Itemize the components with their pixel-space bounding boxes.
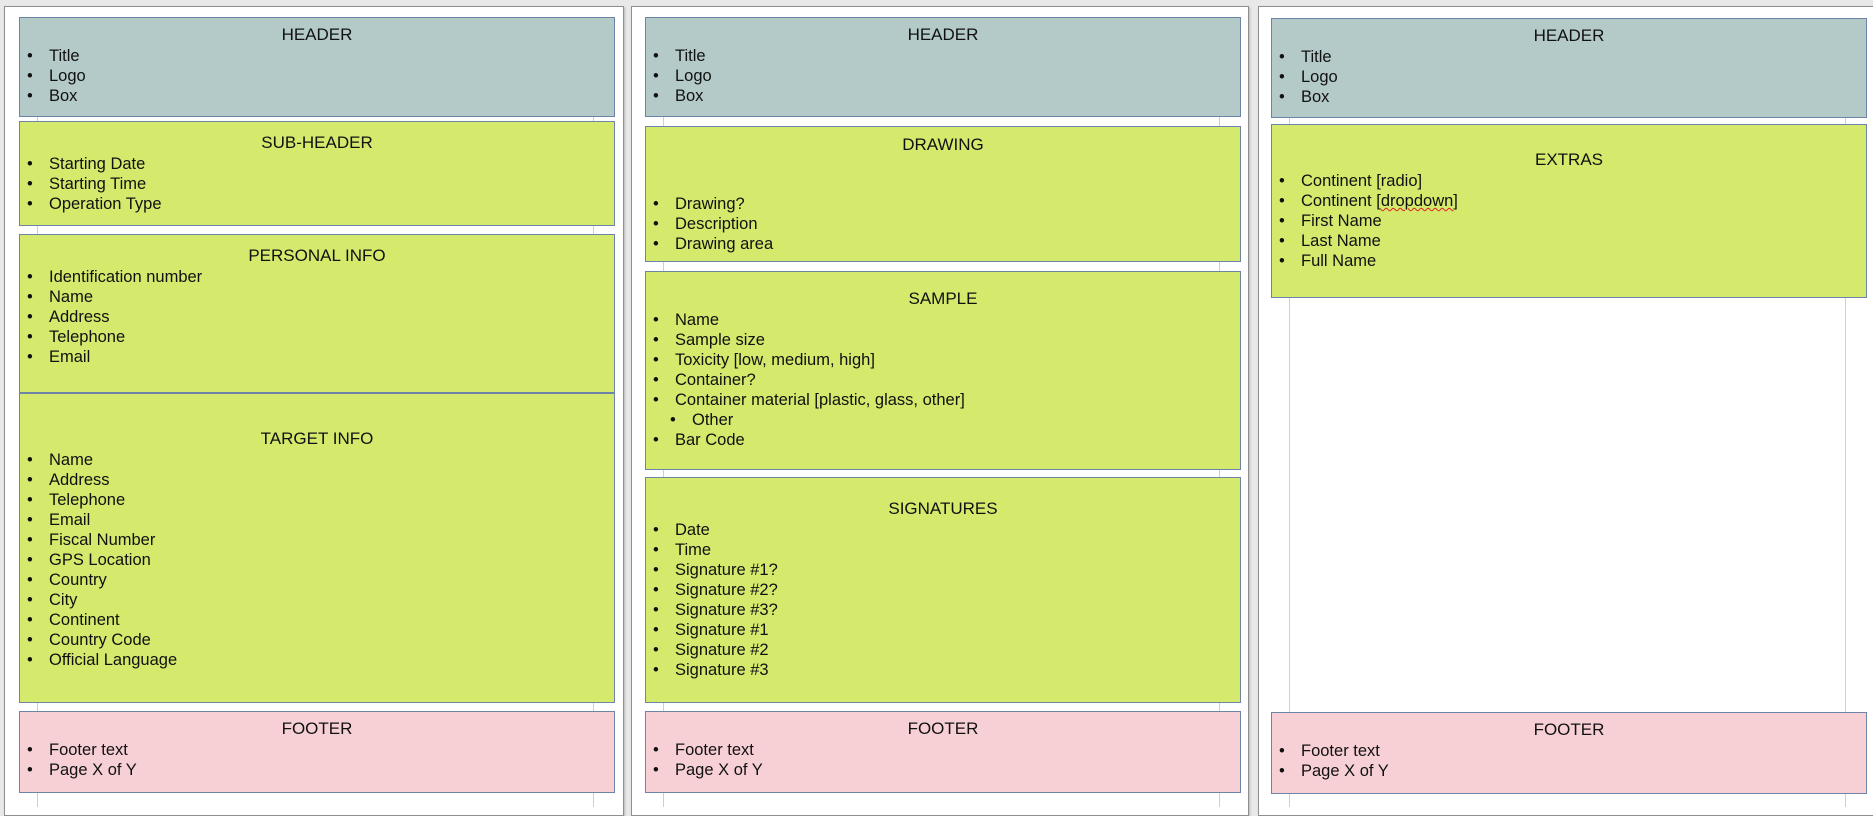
list-item: • Name [26,450,608,470]
header-box[interactable] [645,17,1241,117]
list-item: • Continent [26,610,608,630]
list-item: • Page X of Y [1278,761,1860,781]
list-item: • Description [652,214,1234,234]
personal-info-list [26,267,608,367]
list-item: • Container material [plastic, glass, other] [652,390,1234,410]
footer-list [1278,741,1860,781]
list-item: • Email [26,510,608,530]
list-item: • Sample size [652,330,1234,350]
list-item: • Toxicity [low, medium, high] [652,350,1234,370]
page-2 [631,6,1249,816]
list-item: • Signature #2 [652,640,1234,660]
footer-box[interactable] [645,711,1241,793]
list-item: • Signature #1? [652,560,1234,580]
item-text: Continent [ [1301,192,1381,210]
extras-box[interactable] [1271,124,1867,298]
header-list [652,46,1234,106]
list-item: • Address [26,470,608,490]
footer-title: FOOTER [281,719,353,738]
list-item: • Name [652,310,1234,330]
signatures-box[interactable] [645,477,1241,703]
list-item: • Box [652,86,1234,106]
list-item: • Address [26,307,608,327]
list-item: • Time [652,540,1234,560]
list-item: • Footer text [26,740,608,760]
list-item: • Official Language [26,650,608,670]
list-item: • Title [652,46,1234,66]
footer-box[interactable] [1271,712,1867,794]
list-item: • Date [652,520,1234,540]
signatures-title: SIGNATURES [888,499,998,518]
footer-list [26,740,608,780]
subheader-list [26,154,608,214]
header-title: HEADER [281,25,353,44]
personal-info-box[interactable] [19,234,615,393]
list-item: • Container? [652,370,1234,390]
footer-title: FOOTER [1533,720,1605,739]
list-item: • Signature #2? [652,580,1234,600]
header-box[interactable] [19,17,615,117]
spellcheck-word: dropdown [1380,192,1454,210]
list-item: • Title [26,46,608,66]
list-item: • Logo [26,66,608,86]
sample-list [652,310,1234,450]
header-list [26,46,608,106]
list-item: • Country Code [26,630,608,650]
list-item: • Telephone [26,327,608,347]
target-info-title: TARGET INFO [260,429,374,448]
list-item: • Box [1278,87,1860,107]
list-item: • Country [26,570,608,590]
list-item [1278,191,1860,211]
page-3 [1258,6,1873,816]
signatures-list [652,520,1234,680]
drawing-title: DRAWING [902,135,984,154]
list-subitem: • Other [652,410,1234,430]
list-item: • Drawing? [652,194,1234,214]
extras-list [1278,171,1860,271]
list-item: • Footer text [1278,741,1860,761]
list-item: • Signature #3? [652,600,1234,620]
list-item: • Footer text [652,740,1234,760]
list-item: • Title [1278,47,1860,67]
list-item: • Logo [1278,67,1860,87]
list-item: • Telephone [26,490,608,510]
footer-box[interactable] [19,711,615,793]
list-item: • Page X of Y [26,760,608,780]
list-item: • Box [26,86,608,106]
header-title: HEADER [1533,26,1605,45]
list-item: • GPS Location [26,550,608,570]
list-item: • First Name [1278,211,1860,231]
subheader-title: SUB-HEADER [261,133,373,152]
item-text: ] [1453,192,1458,210]
list-item: • Operation Type [26,194,608,214]
list-item: • Starting Time [26,174,608,194]
list-item: • City [26,590,608,610]
footer-title: FOOTER [907,719,979,738]
list-item: • Signature #3 [652,660,1234,680]
drawing-list [652,194,1234,254]
list-item: • Identification number [26,267,608,287]
list-item: • Starting Date [26,154,608,174]
list-item: • Signature #1 [652,620,1234,640]
list-item: • Logo [652,66,1234,86]
drawing-box[interactable] [645,126,1241,262]
list-item: • Name [26,287,608,307]
list-item: • Drawing area [652,234,1234,254]
page-1 [4,6,624,816]
list-item: • Last Name [1278,231,1860,251]
list-item: • Full Name [1278,251,1860,271]
personal-info-title: PERSONAL INFO [248,246,386,265]
list-item: • Fiscal Number [26,530,608,550]
sample-box[interactable] [645,271,1241,470]
target-info-list [26,450,608,670]
header-box[interactable] [1271,18,1867,118]
extras-title: EXTRAS [1534,150,1604,169]
header-title: HEADER [907,25,979,44]
sample-title: SAMPLE [908,289,978,308]
footer-list [652,740,1234,780]
list-item: • Continent [radio] [1278,171,1860,191]
spacer [652,156,1234,194]
target-info-box[interactable] [19,393,615,703]
list-item: • Bar Code [652,430,1234,450]
header-list [1278,47,1860,107]
list-item: • Page X of Y [652,760,1234,780]
subheader-box[interactable] [19,121,615,226]
list-item: • Email [26,347,608,367]
